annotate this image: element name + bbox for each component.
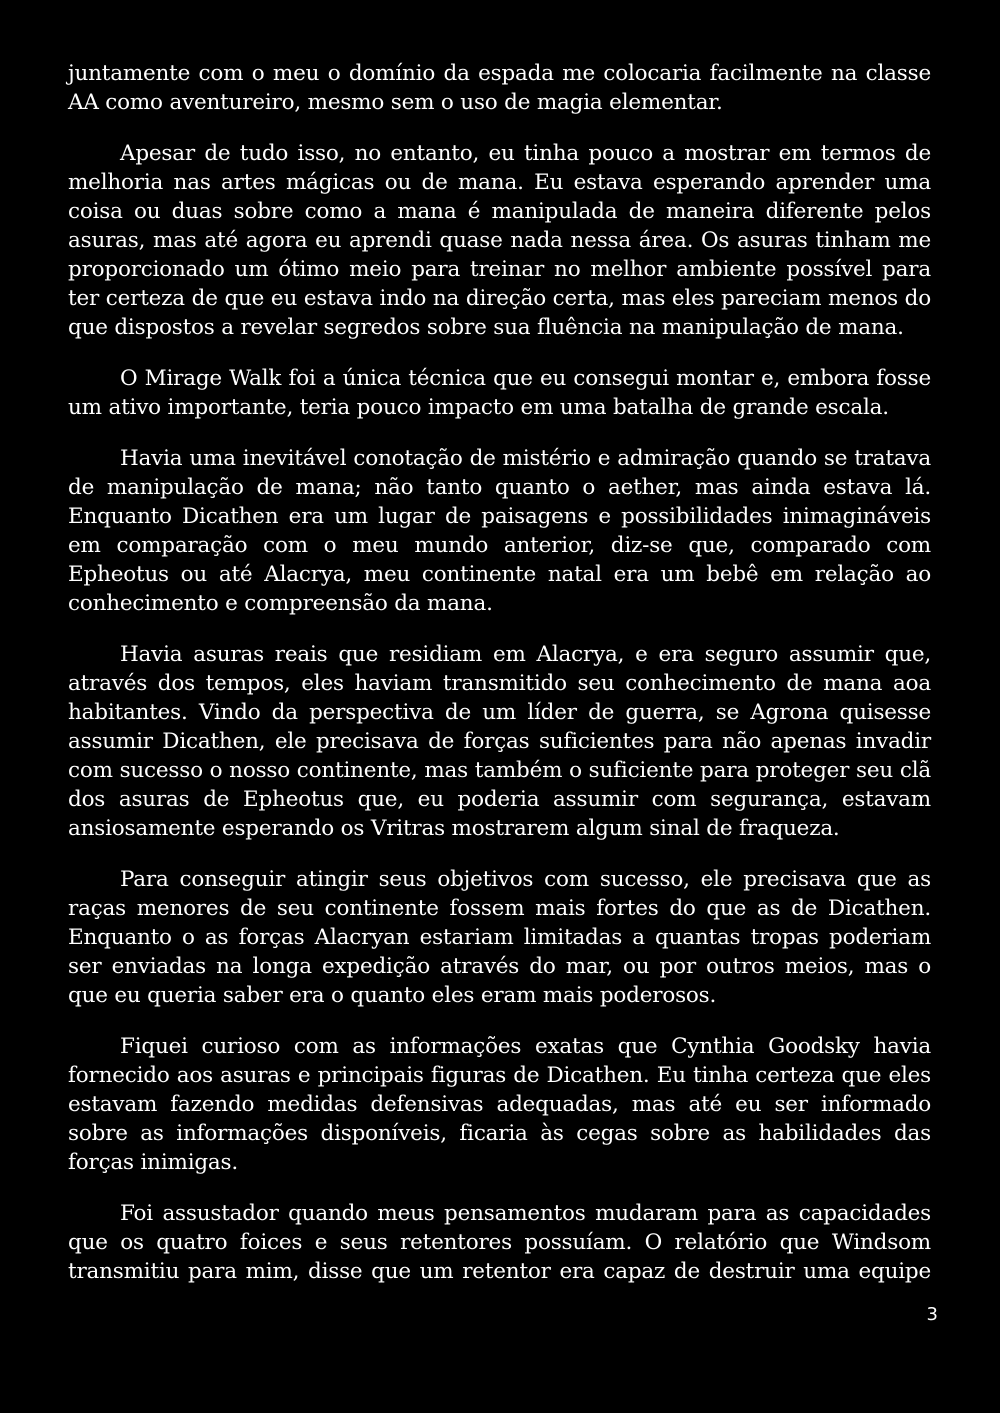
paragraph: Fiquei curioso com as informações exatas que Cynthia Goodsky havia fornecido aos asuras e principais figuras de Dicathen. Eu tinha certeza que eles estavam fazendo medidas defensivas adequadas, mas até eu ser informado sobre as informações disponíveis, ficaria às cegas sobre as habilidades das forças inimigas. xyxy=(68,1034,931,1175)
paragraph: Havia uma inevitável conotação de mistério e admiração quando se tratava de manipulação de mana; não tanto quanto o aether, mas ainda estava lá. Enquanto Dicathen era um lugar de paisagens e possibilidades inimagináveis em comparação com o meu mundo anterior, diz-se que, comparado com Epheotus ou até Alacrya, meu continente natal era um bebê em relação ao conhecimento e compreensão da mana. xyxy=(68,446,931,616)
paragraph: Foi assustador quando meus pensamentos mudaram para as capacidades que os quatro foices e seus retentores possuíam. O relatório que Windsom transmitiu para mim, disse que um retentor era capaz de destruir uma equipe xyxy=(68,1201,931,1284)
paragraph: O Mirage Walk foi a única técnica que eu consegui montar e, embora fosse um ativo importante, teria pouco impacto em uma batalha de grande escala. xyxy=(68,366,931,420)
paragraph: Apesar de tudo isso, no entanto, eu tinha pouco a mostrar em termos de melhoria nas artes mágicas ou de mana. Eu estava esperando aprender uma coisa ou duas sobre como a mana é manipulada de maneira diferente pelos asuras, mas até agora eu aprendi quase nada nessa área. Os asuras tinham me proporcionado um ótimo meio para treinar no melhor ambiente possível para ter certeza de que eu estava indo na direção certa, mas eles pareciam menos do que dispostos a revelar segredos sobre sua fluência na manipulação de mana. xyxy=(68,141,931,340)
page-number: 3 xyxy=(926,1304,938,1325)
paragraph: Havia asuras reais que residiam em Alacrya, e era seguro assumir que, através dos tempos, eles haviam transmitido seu conhecimento de mana aoa habitantes. Vindo da perspectiva de um líder de guerra, se Agrona quisesse assumir Dicathen, ele precisava de forças suficientes para não apenas invadir com sucesso o nosso continente, mas também o suficiente para proteger seu clã dos asuras de Epheotus que, eu poderia assumir com segurança, estavam ansiosamente esperando os Vritras mostrarem algum sinal de fraqueza. xyxy=(68,642,931,841)
paragraph: juntamente com o meu o domínio da espada me colocaria facilmente na classe AA como aventureiro, mesmo sem o uso de magia elementar. xyxy=(68,61,931,115)
paragraph: Para conseguir atingir seus objetivos com sucesso, ele precisava que as raças menores de seu continente fossem mais fortes do que as de Dicathen. Enquanto o as forças Alacryan estariam limitadas a quantas tropas poderiam ser enviadas na longa expedição através do mar, ou por outros meios, mas o que eu queria saber era o quanto eles eram mais poderosos. xyxy=(68,867,931,1008)
body-text xyxy=(68,59,931,1286)
